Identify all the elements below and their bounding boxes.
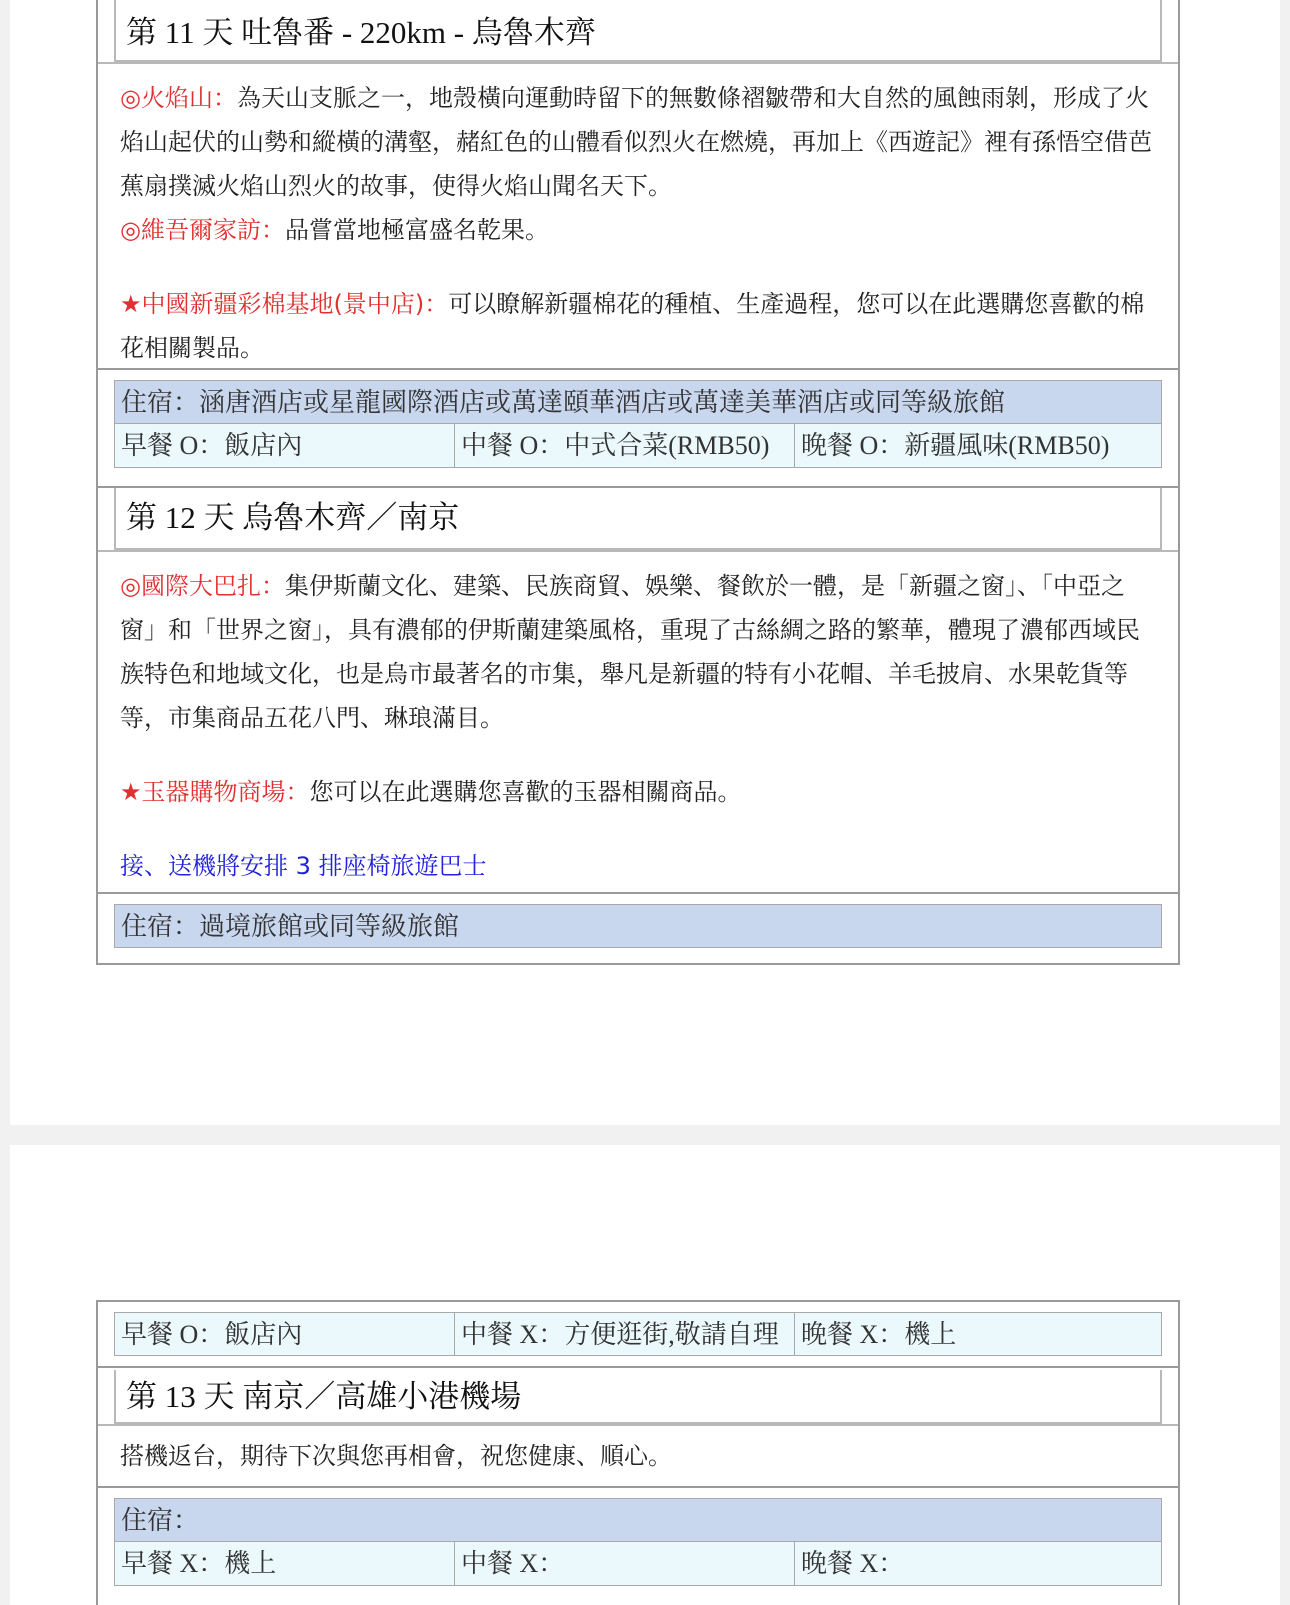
day-11-item-flaming-mountain bbox=[120, 76, 1156, 208]
lodging-row: 住宿： bbox=[114, 1498, 1162, 1542]
day-13-block bbox=[98, 1366, 1178, 1590]
breakfast-cell: 早餐 O：飯店內 bbox=[115, 1313, 455, 1355]
dinner-cell: 晚餐 X： bbox=[801, 1549, 905, 1578]
day-11-item-uyghur-visit bbox=[120, 208, 1156, 252]
lunch-cell: 中餐 X：方便逛街,敬請自理 bbox=[455, 1313, 795, 1355]
item-text: 為天山支脈之一，地殼橫向運動時留下的無數條褶皺帶和大自然的風蝕雨剝，形成了火焰山起伏的山勢和縱橫的溝壑，赭紅色的山體看似烈火在燃燒，再加上《西遊記》裡有孫悟空借芭蕉扇撲滅火焰山烈火的故事，使得火焰山聞名天下。 bbox=[120, 84, 1152, 200]
day-12-item-jade-mall bbox=[120, 770, 1156, 814]
day-13-text: 搭機返台，期待下次與您再相會，祝您健康、順心。 bbox=[120, 1442, 672, 1470]
day-13-title: 第 13 天 南京／高雄小港機場 bbox=[114, 1370, 1162, 1424]
lunch-cell: 中餐 O：中式合菜(RMB50) bbox=[455, 424, 795, 467]
lodging-row: 住宿：涵唐酒店或星龍國際酒店或萬達頤華酒店或萬達美華酒店或同等級旅館 bbox=[114, 380, 1162, 424]
day-12-content bbox=[98, 550, 1178, 892]
item-label: ◎國際大巴扎： bbox=[120, 572, 285, 600]
breakfast-cell: 早餐 O：飯店內 bbox=[115, 424, 455, 467]
day-12-item-grand-bazaar bbox=[120, 564, 1156, 740]
day-11-item-cotton-base bbox=[120, 282, 1156, 370]
day-12-title: 第 12 天 烏魯木齊／南京 bbox=[114, 488, 1162, 550]
item-label: ◎火焰山： bbox=[120, 84, 237, 112]
item-text: 集伊斯蘭文化、建築、民族商貿、娛樂、餐飲於一體，是「新疆之窗」、「中亞之窗」和「世界之窗」，具有濃郁的伊斯蘭建築風格，重現了古絲綢之路的繁華，體現了濃郁西域民族特色和地域文化，也是烏市最著名的市集，舉凡是新疆的特有小花帽、羊毛披肩、水果乾貨等等，市集商品五花八門、琳琅滿目。 bbox=[120, 572, 1140, 732]
day-12-transport-note: 接、送機將安排 3 排座椅旅遊巴士 bbox=[120, 852, 487, 880]
day-13-info bbox=[98, 1486, 1178, 1590]
item-label: ★中國新疆彩棉基地(景中店)： bbox=[120, 290, 449, 318]
breakfast-cell: 早餐 X：機上 bbox=[115, 1542, 455, 1585]
item-label: ★玉器購物商場： bbox=[120, 778, 310, 806]
meals-row bbox=[114, 424, 1162, 468]
lunch-cell: 中餐 X： bbox=[455, 1542, 795, 1585]
lodging-row: 住宿：過境旅館或同等級旅館 bbox=[114, 904, 1162, 948]
meals-row bbox=[114, 1542, 1162, 1586]
day-11-title: 第 11 天 吐魯番 - 220km - 烏魯木齊 bbox=[114, 0, 1162, 62]
day-11-content bbox=[98, 62, 1178, 368]
day-12-section bbox=[96, 488, 1180, 965]
meals-row bbox=[114, 1312, 1162, 1356]
item-label: ◎維吾爾家訪： bbox=[120, 216, 285, 244]
item-text: 可以瞭解新疆棉花的種植、生產過程，您可以在此選購您喜歡的棉花相關製品。 bbox=[120, 290, 1145, 362]
dinner-cell: 晚餐 O：新疆風味(RMB50) bbox=[801, 431, 1110, 460]
day-12-meals-info bbox=[98, 1302, 1178, 1366]
day-11-info bbox=[98, 368, 1178, 472]
day-13-content bbox=[98, 1424, 1178, 1486]
item-text: 品嘗當地極富盛名乾果。 bbox=[284, 216, 549, 244]
dinner-cell: 晚餐 X：機上 bbox=[801, 1320, 957, 1349]
day-12-meals-and-day-13-section bbox=[96, 1300, 1180, 1605]
item-text: 您可以在此選購您喜歡的玉器相關商品。 bbox=[309, 778, 742, 806]
day-11-section bbox=[96, 0, 1180, 488]
day-12-info bbox=[98, 892, 1178, 952]
